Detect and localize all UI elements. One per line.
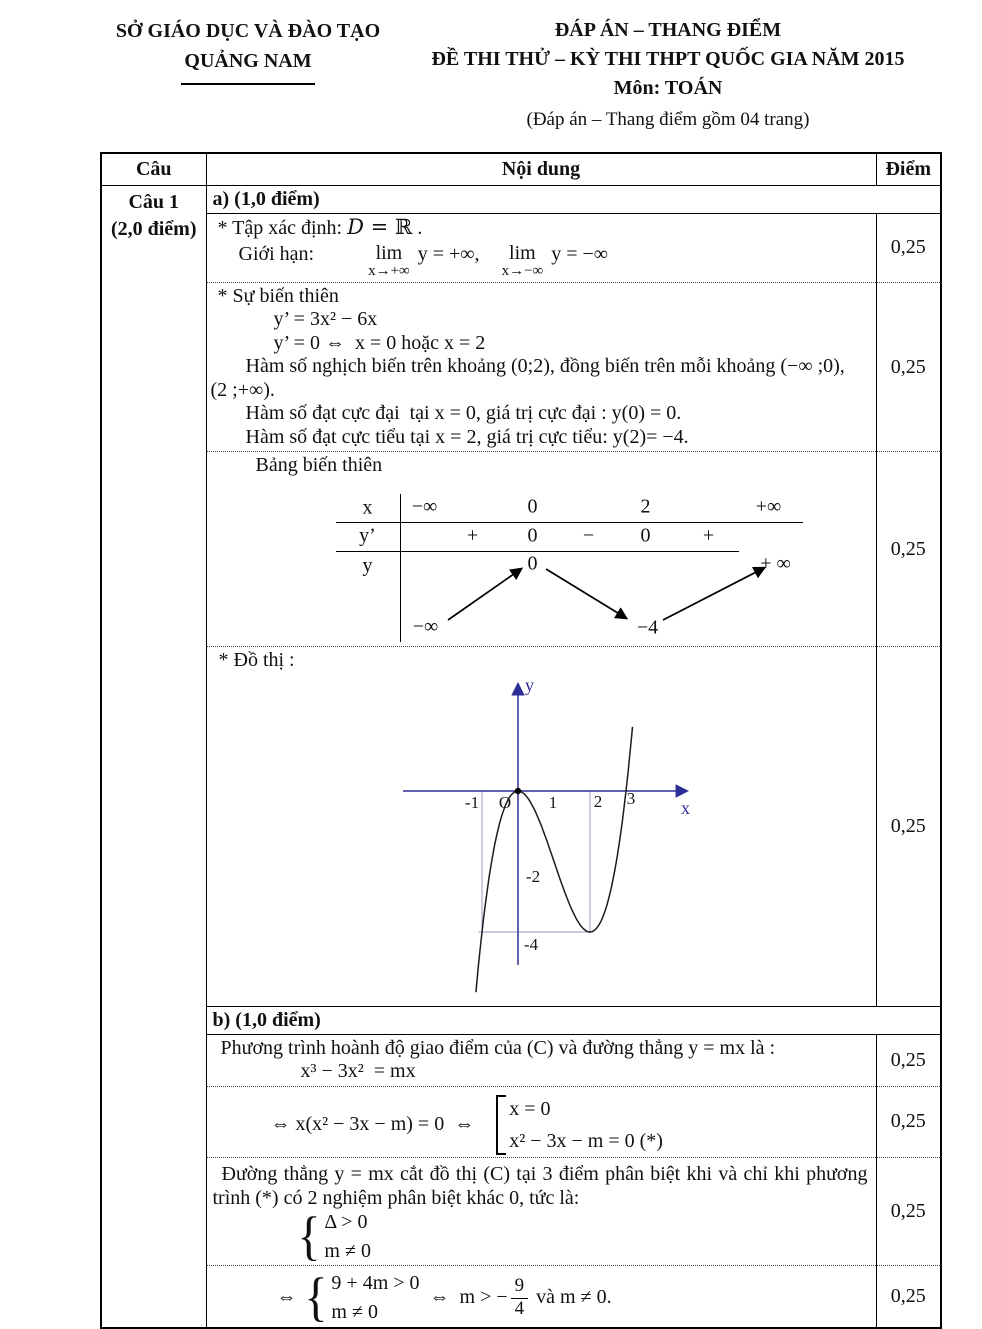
question-id: Câu 1	[128, 190, 180, 213]
table-header-row	[101, 153, 941, 185]
tick-x-minus1: -1	[464, 792, 479, 812]
bbt-sign-5: +	[702, 524, 715, 547]
variation-line5: (2 ;+∞).	[210, 378, 275, 401]
x-axis-label: x	[680, 797, 690, 818]
domain-suffix: .	[412, 216, 423, 239]
cubic-curve	[475, 727, 632, 992]
bbt-y-plus-inf: + ∞	[760, 552, 791, 575]
b4-system	[303, 1266, 420, 1327]
square-bracket-icon	[496, 1095, 506, 1155]
score-b2: 0,25	[876, 1086, 941, 1157]
bbt-arrows	[336, 494, 806, 644]
b3-conditions	[324, 1211, 371, 1263]
b3-system	[296, 1205, 872, 1266]
math-D: D	[347, 214, 364, 239]
bbt-sign-4: 0	[640, 524, 651, 547]
domain-content	[206, 213, 876, 282]
domain-line	[211, 216, 872, 241]
limit-2	[502, 243, 544, 280]
b1-line2: x³ − 3x² = mx	[300, 1060, 416, 1083]
column-header-noi-dung: Nội dung	[206, 153, 876, 185]
b4-equation	[276, 1266, 872, 1327]
b3-content	[206, 1157, 876, 1265]
tick-y-minus4: -4	[523, 934, 538, 954]
b3-cond2: m ≠ 0	[324, 1239, 371, 1262]
math-equals: =	[363, 214, 395, 239]
origin-label: O	[498, 792, 511, 812]
b2-equiv-arrow: ⇔	[454, 1113, 475, 1136]
variation-line4: Hàm số nghịch biến trên khoảng (0;2), đồng biến trên mỗi khoảng (−∞ ;0),	[245, 355, 845, 378]
bbt-x-0: 0	[527, 495, 538, 518]
document-title-block	[408, 16, 928, 134]
b4-cond1: 9 + 4m > 0	[331, 1271, 420, 1294]
b2-lead: ⇔ x(x² − 3x − m) = 0	[270, 1113, 445, 1136]
score-b1: 0,25	[876, 1034, 941, 1086]
score-variation: 0,25	[876, 282, 941, 452]
bbt-label-y: y	[362, 554, 373, 577]
graph-content	[206, 646, 876, 1006]
graph-title: * Đồ thị :	[218, 648, 295, 671]
y-axis-label: y	[524, 674, 534, 695]
b2-case2: x² − 3x − m = 0 (*)	[509, 1129, 663, 1152]
fraction-9-4	[511, 1276, 529, 1320]
authority-name: SỞ GIÁO DỤC VÀ ĐÀO TẠO	[115, 20, 381, 42]
bbt-sign-3: −	[582, 524, 595, 547]
b2-row	[101, 1086, 941, 1157]
domain-prefix: * Tập xác định:	[217, 216, 348, 239]
lim1-value: y = +∞,	[417, 243, 480, 265]
b2-content	[206, 1086, 876, 1157]
title-subject: Môn: TOÁN	[613, 77, 723, 99]
bbt-y-at-0: 0	[527, 552, 538, 575]
lim1-sub: x→+∞	[368, 263, 410, 279]
b4-arrow2: ⇔	[429, 1286, 450, 1309]
issuing-authority-block	[98, 16, 398, 85]
graph-row	[101, 646, 941, 1006]
bbt-table	[336, 494, 806, 644]
section-b-title: b) (1,0 điểm)	[206, 1006, 941, 1034]
bbt-arrow-icons	[448, 568, 764, 620]
b4-conclusion-suffix: và m ≠ 0.	[531, 1286, 612, 1309]
bbt-x-minus-inf: −∞	[411, 495, 438, 518]
question-points: (2,0 điểm)	[110, 217, 197, 240]
score-bbt: 0,25	[876, 452, 941, 647]
bbt-x-2: 2	[640, 495, 651, 518]
b1-row	[101, 1034, 941, 1086]
domain-row	[101, 213, 941, 282]
question-cell	[101, 185, 206, 1328]
variation-line2: y’ = 3x² − 6x	[273, 308, 378, 331]
score-b3: 0,25	[876, 1157, 941, 1265]
b4-conditions	[331, 1272, 419, 1324]
math-R-set: ℝ	[394, 214, 413, 239]
title-line-1: ĐÁP ÁN – THANG ĐIỂM	[554, 19, 782, 41]
b1-line1: Phương trình hoành độ giao điểm của (C) và đường thẳng y = mx là :	[220, 1036, 776, 1059]
bbt-title: Bảng biến thiên	[255, 454, 383, 477]
b2-case1: x = 0	[509, 1097, 551, 1120]
bbt-content	[206, 452, 876, 647]
limits-line	[211, 243, 872, 280]
curly-brace-icon: {	[296, 1205, 321, 1266]
bbt-x-plus-inf: +∞	[755, 495, 782, 518]
variation-row	[101, 282, 941, 452]
fraction-denominator: 4	[514, 1297, 525, 1319]
b3-line1: Đường thẳng y = mx cắt đồ thị (C) tại 3 điểm phân biệt khi và chỉ khi phương	[221, 1162, 868, 1185]
bbt-row	[101, 452, 941, 647]
tick-x-2: 2	[593, 791, 602, 811]
b4-conclusion-prefix: m > −	[459, 1286, 508, 1309]
variation-line1: * Sự biến thiên	[217, 284, 339, 307]
b3-cond1: Δ > 0	[324, 1210, 368, 1233]
column-header-diem: Điểm	[876, 153, 941, 185]
bbt-sign-1: +	[466, 524, 479, 547]
column-header-cau: Câu	[101, 153, 206, 185]
b4-cond2: m ≠ 0	[331, 1300, 378, 1323]
b4-arrow1: ⇔	[276, 1286, 297, 1309]
section-a-row	[101, 185, 941, 213]
b3-row	[101, 1157, 941, 1265]
b2-equation	[271, 1095, 872, 1155]
variation-line3: y’ = 0 ⇔ x = 0 hoặc x = 2	[273, 331, 486, 354]
limit-1	[368, 243, 410, 280]
lim2-value: y = −∞	[551, 243, 609, 265]
bbt-y-minus-inf: −∞	[412, 615, 439, 638]
section-a-title: a) (1,0 điểm)	[206, 185, 941, 213]
title-line-2: ĐỀ THI THỬ – KỲ THI THPT QUỐC GIA NĂM 2015	[431, 48, 905, 70]
b1-content	[206, 1034, 876, 1086]
score-domain: 0,25	[876, 213, 941, 282]
b3-line2: trình (*) có 2 nghiệm phân biệt khác 0, tức là:	[212, 1186, 580, 1209]
b4-row	[101, 1265, 941, 1328]
section-b-row	[101, 1006, 941, 1034]
lim2-sub: x→−∞	[501, 263, 544, 279]
tick-x-1: 1	[548, 792, 557, 812]
score-b4: 0,25	[876, 1265, 941, 1328]
authority-province: QUẢNG NAM	[181, 46, 314, 85]
score-graph: 0,25	[876, 646, 941, 1006]
b4-content	[206, 1265, 876, 1328]
bbt-label-yprime: y’	[359, 524, 376, 547]
b2-cases	[509, 1097, 663, 1153]
bbt-y-at-2: −4	[636, 616, 659, 639]
origin-point	[514, 788, 520, 794]
lim1-op: lim	[375, 242, 403, 264]
lim2-op: lim	[509, 242, 536, 264]
curly-brace-icon: {	[303, 1266, 328, 1327]
limit-label: Giới hạn:	[238, 243, 315, 265]
variation-line7: Hàm số đạt cực tiểu tại x = 2, giá trị cực tiểu: y(2)= −4.	[245, 425, 689, 448]
variation-line6: Hàm số đạt cực đại tại x = 0, giá trị cực đại : y(0) = 0.	[245, 402, 682, 425]
tick-x-3: 3	[626, 788, 635, 808]
tick-y-minus2: -2	[525, 866, 540, 886]
answer-key-table	[100, 152, 942, 1329]
function-graph	[385, 674, 725, 1004]
title-note: (Đáp án – Thang điểm gồm 04 trang)	[526, 109, 810, 130]
variation-content	[206, 282, 876, 452]
fraction-numerator: 9	[511, 1276, 529, 1299]
bbt-sign-2: 0	[527, 524, 538, 547]
bbt-label-x: x	[362, 496, 373, 519]
